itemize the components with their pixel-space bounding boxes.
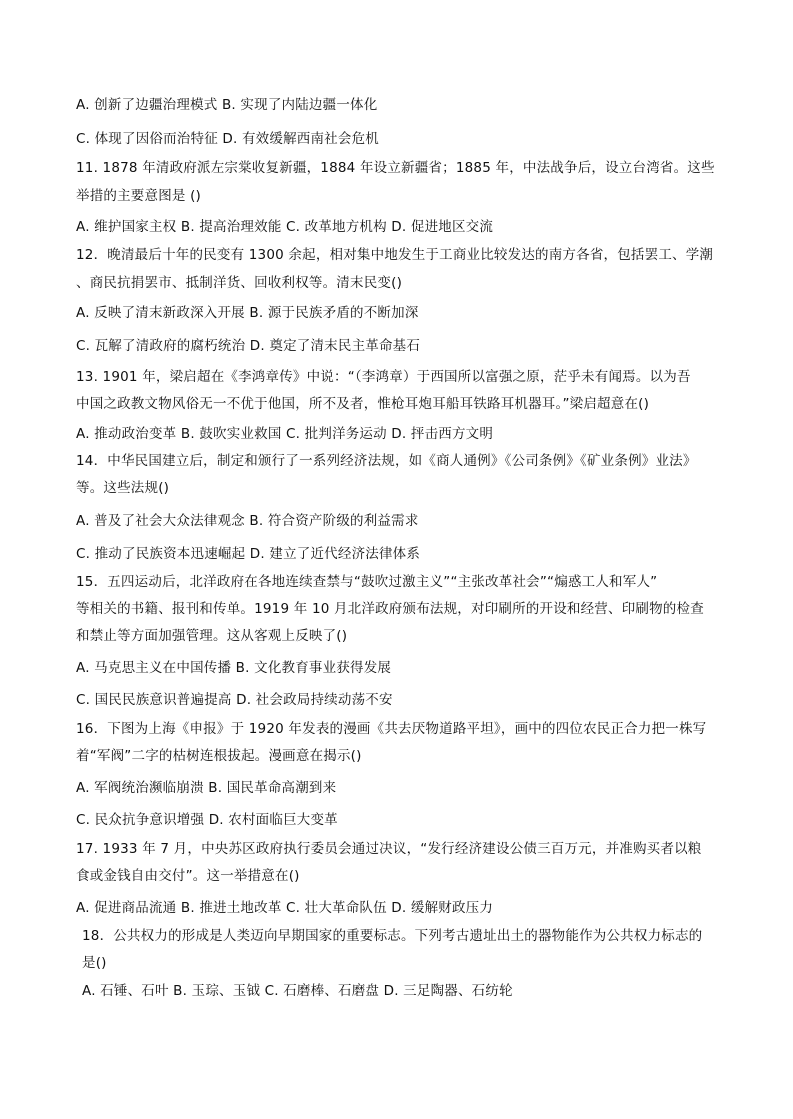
question-15-line-1: 15．五四运动后，北洋政府在各地连续查禁与“鼓吹过激主义”“主张改革社会”“煽惑工人和军人” <box>76 574 658 590</box>
answer-option-line: C. 瓦解了清政府的腐朽统治 D. 奠定了清末民主革命基石 <box>76 338 421 354</box>
question-14-line-1: 14．中华民国建立后，制定和颁行了一系列经济法规，如《商人通例》《公司条例》《矿业条例》业法》 <box>76 453 697 469</box>
answer-option-line: A. 促进商品流通 B. 推进土地改革 C. 壮大革命队伍 D. 缓解财政压力 <box>76 900 494 916</box>
answer-option-line: C. 国民民族意识普遍提高 D. 社会政局持续动荡不安 <box>76 692 393 708</box>
question-18-line-2: 是() <box>82 955 107 971</box>
answer-option-line: A. 创新了边疆治理模式 B. 实现了内陆边疆一体化 <box>76 97 378 113</box>
answer-option-line: A. 军阀统治濒临崩溃 B. 国民革命高潮到来 <box>76 780 337 796</box>
answer-option-line: C. 推动了民族资本迅速崛起 D. 建立了近代经济法律体系 <box>76 546 421 562</box>
question-12-line-2: 、商民抗捐罢市、抵制洋货、回收利权等。清末民变() <box>76 275 403 291</box>
question-17-line-2: 食或金钱自由交付”。这一举措意在() <box>76 868 300 884</box>
question-13-line-1: 13. 1901 年，梁启超在《李鸿章传》中说：“（李鸿章）于西国所以富强之原，茫乎未有闻焉。以为吾 <box>76 369 691 385</box>
answer-option-line: A. 反映了清末新政深入开展 B. 源于民族矛盾的不断加深 <box>76 305 419 321</box>
answer-option-line: A. 维护国家主权 B. 提高治理效能 C. 改革地方机构 D. 促进地区交流 <box>76 219 494 235</box>
answer-option-line: A. 推动政治变革 B. 鼓吹实业救国 C. 批判洋务运动 D. 抨击西方文明 <box>76 426 494 442</box>
question-14-line-2: 等。这些法规() <box>76 480 170 496</box>
answer-option-line: A. 马克思主义在中国传播 B. 文化教育事业获得发展 <box>76 660 392 676</box>
question-15-line-3: 和禁止等方面加强管理。这从客观上反映了() <box>76 628 348 644</box>
question-12-line-1: 12．晚清最后十年的民变有 1300 余起，相对集中地发生于工商业比较发达的南方各省，包括罢工、学潮 <box>76 247 714 263</box>
question-13-line-2: 中国之政教文物风俗无一不优于他国，所不及者，惟枪耳炮耳船耳铁路耳机器耳。”梁启超意在() <box>76 396 650 412</box>
question-16-line-2: 着“军阀”二字的枯树连根拔起。漫画意在揭示() <box>76 748 362 764</box>
question-11-line-2: 举措的主要意图是 () <box>76 188 202 204</box>
question-18-line-1: 18．公共权力的形成是人类迈向早期国家的重要标志。下列考古遗址出土的器物能作为公共权力标志的 <box>82 928 703 944</box>
answer-option-line: C. 体现了因俗而治特征 D. 有效缓解西南社会危机 <box>76 131 379 147</box>
question-17-line-1: 17. 1933 年 7 月，中央苏区政府执行委员会通过决议，“发行经济建设公债三百万元，并准购买者以粮 <box>76 841 702 857</box>
question-15-line-2: 等相关的书籍、报刊和传单。1919 年 10 月北洋政府颁布法规，对印刷所的开设和经营、印刷物的检查 <box>76 601 704 617</box>
question-11-line-1: 11. 1878 年清政府派左宗棠收复新疆，1884 年设立新疆省；1885 年，中法战争后，设立台湾省。这些 <box>76 160 715 176</box>
question-16-line-1: 16．下图为上海《申报》于 1920 年发表的漫画《共去厌物道路平坦》，画中的四位农民正合力把一株写 <box>76 721 707 737</box>
answer-option-line: A. 普及了社会大众法律观念 B. 符合资产阶级的利益需求 <box>76 513 419 529</box>
answer-option-line: A. 石锤、石叶 B. 玉琮、玉钺 C. 石磨棒、石磨盘 D. 三足陶器、石纺轮 <box>82 983 513 999</box>
answer-option-line: C. 民众抗争意识增强 D. 农村面临巨大变革 <box>76 812 338 828</box>
